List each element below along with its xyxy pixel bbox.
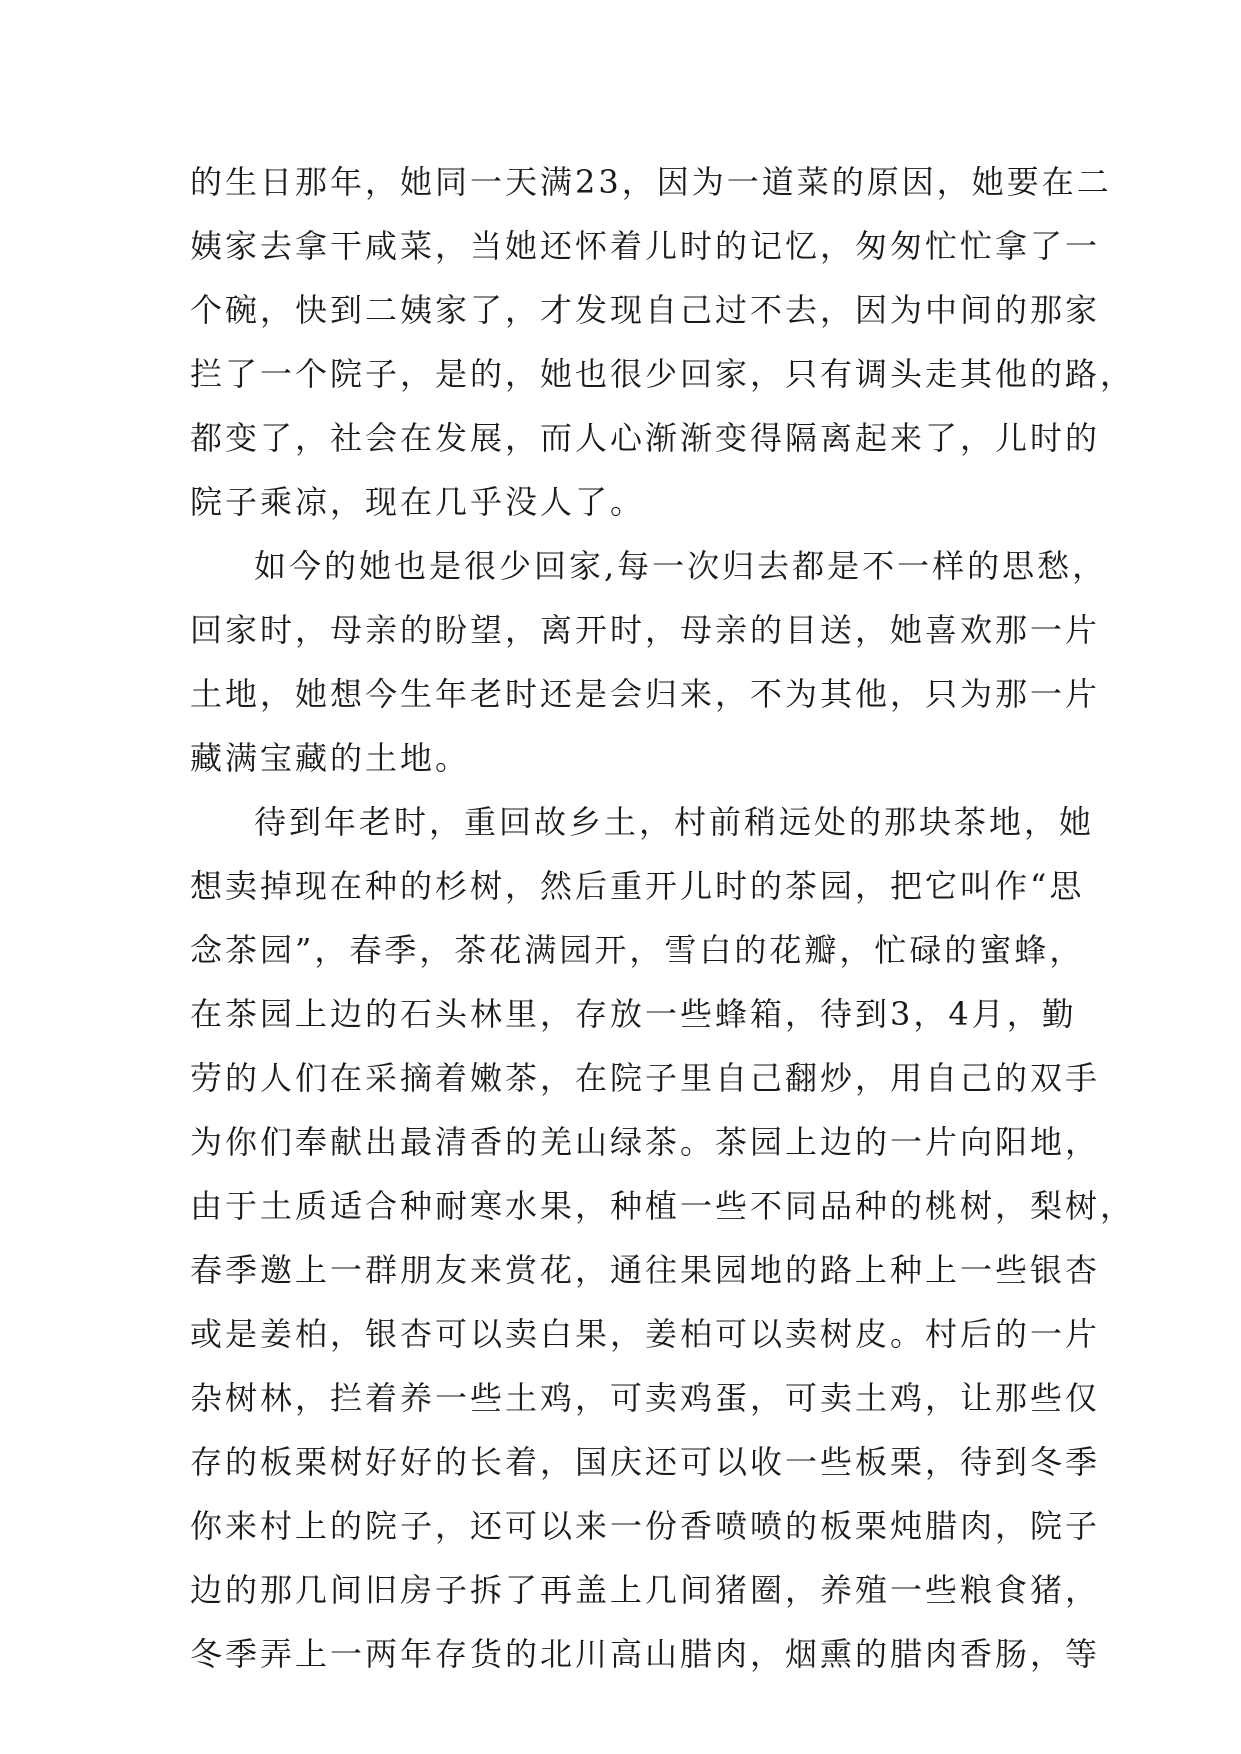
text-line: 如今的她也是很少回家,每一次归去都是不一样的思愁， (254, 547, 1108, 585)
text-line: 春季邀上一群朋友来赏花，通往果园地的路上种上一些银杏 (190, 1251, 1101, 1289)
text-line: 劳的人们在采摘着嫩茶，在院子里自己翻炒，用自己的双手 (190, 1059, 1101, 1097)
paragraph (190, 150, 1136, 534)
paragraph (190, 790, 1136, 1686)
text-line: 院子乘凉，现在几乎没人了。 (190, 483, 646, 521)
text-line: 为你们奉献出最清香的羌山绿茶。茶园上边的一片向阳地， (190, 1123, 1101, 1161)
text-line: 念茶园”，春季，茶花满园开，雪白的花瓣，忙碌的蜜蜂， (190, 931, 1085, 969)
text-line: 都变了，社会在发展，而人心渐渐变得隔离起来了，儿时的 (190, 419, 1101, 457)
text-line: 个碗，快到二姨家了，才发现自己过不去，因为中间的那家 (190, 291, 1101, 329)
text-line: 回家时，母亲的盼望，离开时，母亲的目送，她喜欢那一片 (190, 611, 1101, 649)
text-line: 待到年老时，重回故乡土，村前稍远处的那块茶地，她 (254, 803, 1095, 841)
body-text (190, 150, 1136, 1686)
text-line: 拦了一个院子，是的，她也很少回家，只有调头走其他的路， (190, 355, 1136, 393)
text-line: 杂树林，拦着养一些土鸡，可卖鸡蛋，可卖土鸡，让那些仅 (190, 1379, 1101, 1417)
text-line: 边的那几间旧房子拆了再盖上几间猪圈，养殖一些粮食猪， (190, 1571, 1101, 1609)
text-line: 在茶园上边的石头林里，存放一些蜂箱，待到3，4月，勤 (190, 995, 1077, 1033)
text-line: 的生日那年，她同一天满23，因为一道菜的原因，她要在二 (190, 163, 1112, 201)
paragraph (190, 534, 1108, 790)
text-line: 由于土质适合种耐寒水果，种植一些不同品种的桃树，梨树， (190, 1187, 1136, 1225)
text-line: 土地，她想今生年老时还是会归来，不为其他，只为那一片 (190, 675, 1101, 713)
text-line: 姨家去拿干咸菜，当她还怀着儿时的记忆，匆匆忙忙拿了一 (190, 227, 1101, 265)
text-line: 或是姜柏，银杏可以卖白果，姜柏可以卖树皮。村后的一片 (190, 1315, 1101, 1353)
text-line: 你来村上的院子，还可以来一份香喷喷的板栗炖腊肉，院子 (190, 1507, 1101, 1545)
text-line: 想卖掉现在种的杉树，然后重开儿时的茶园，把它叫作“思 (190, 867, 1085, 905)
text-line: 藏满宝藏的土地。 (190, 739, 471, 777)
text-line: 冬季弄上一两年存货的北川高山腊肉，烟熏的腊肉香肠，等 (190, 1635, 1101, 1673)
text-line: 存的板栗树好好的长着，国庆还可以收一些板栗，待到冬季 (190, 1443, 1101, 1481)
